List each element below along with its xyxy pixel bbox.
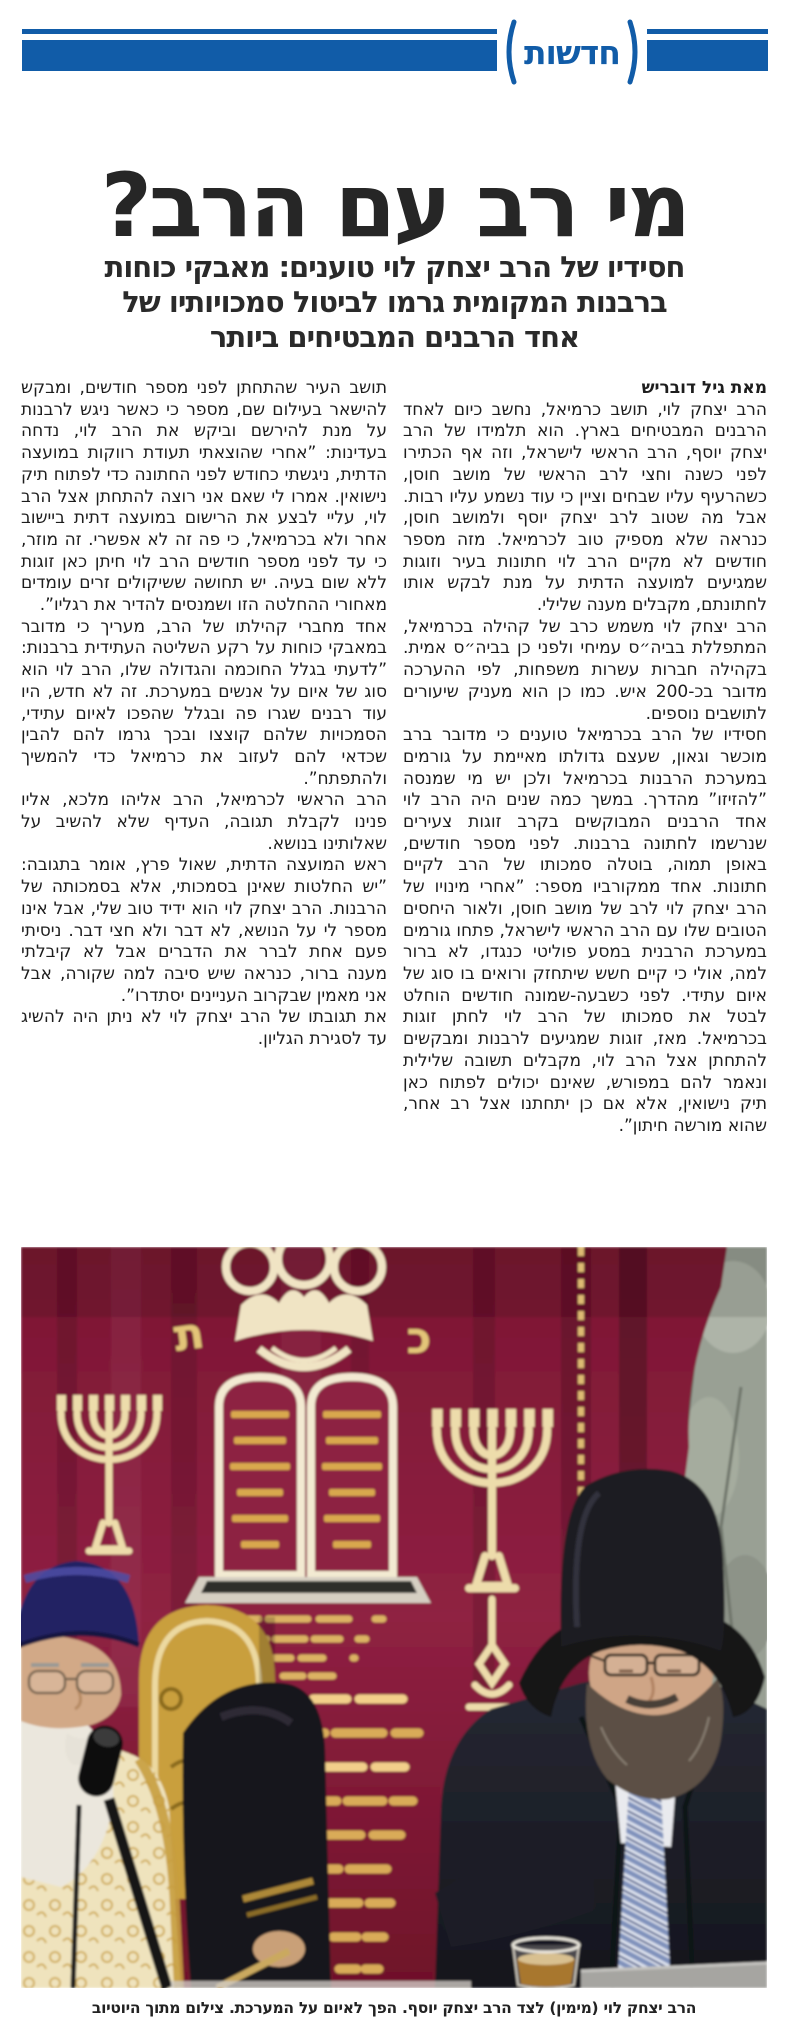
header-rule-thick bbox=[22, 40, 768, 71]
dark-sleeve-arm bbox=[183, 1682, 331, 1988]
page-title: מי רב עם הרב? bbox=[100, 153, 689, 257]
photo-caption: הרב יצחק לוי (מימין) לצד הרב יצחק יוסף. הפך לאיום על המערכת. צילום מתוך היוטיוב bbox=[91, 1999, 697, 2017]
header-rule-thin bbox=[22, 29, 768, 34]
tablets-pedestal bbox=[185, 1577, 431, 1603]
tea-glass bbox=[513, 1938, 579, 1988]
blue-turban-hat bbox=[21, 1561, 139, 1647]
paragraph: תושב העיר שהתחתן לפני מספר חודשים, ומבקש להישאר בעילום שם, מספר כי כאשר ניגש לרבנות על מנת להירשם וביקש את הרב לוי, נדחה בעדינות: ”אחרי שהוצאתי תעודת רווקות במועצה הדתית, ניגשתי כחודש לפני החתונה כדי לפתוח תיק נישואין. אמרו לי שאם אני רוצה להתחתן אצל הרב לוי, עליי לבצע את הרישום במועצה דתית ביישוב אחר ולא בכרמיאל, כי פה זה לא אפשרי. זה מוזר, כי עד לפני מספר חודשים הרב לוי חיתן כאן זוגות ללא שום בעיה. יש תחושה ששיקולים זרים עומדים מאחורי ההחלטה הזו ושמנסים להדיר את רגליו”. bbox=[21, 378, 387, 616]
paragraph: הרב יצחק לוי משמש כרב של קהילה בכרמיאל, המתפללת בביה״ס עמיחי ולפני כן בביה״ס אמית. בקהילה חברות עשרות משפחות, לפי ההערכה מדובר בכ-200 איש. כמו כן הוא מעניק שיעורים לתושבים נוספים. bbox=[403, 616, 767, 724]
paragraph: הרב יצחק לוי, תושב כרמיאל, נחשב כיום לאחד הרבנים המבטיחים בארץ. הוא תלמידו של הרב יצחק יוסף, הרב הראשי לישראל, וזה אף הכתירו לפני כשנה וחצי לרב הראשי של מושב חוסן, כשהרעיף עליו שבחים וציין כי עוד נשמע עליו רבות. אבל מה שטוב לרב יצחק יוסף ולמושב חוסן, כנראה שלא מספיק טוב לכרמיאל. מזה מספר חודשים לא מקיים הרב לוי חתונות בעיר וזוגות שמגיעים למועצה הדתית על מנת לבקש אותו לחתונתם, מקבלים מענה שלילי. bbox=[403, 399, 767, 616]
paragraph: ראש המועצה הדתית, שאול פרץ, אומר בתגובה: ”יש החלטות שאינן בסמכותי, אלא בסמכותה של הרבנות. הרב יצחק לוי הוא ידיד טוב שלי, אבל אינו מספר לי על הנושא, לא דבר ולא חצי דבר. ניסיתי פעם אחת לברר את הדברים אבל לא קיבלתי מענה ברור, כנראה שיש סיבה למה שקורה, אבל אני מאמין שבקרוב העניינים יסתדרו”. bbox=[21, 855, 387, 1006]
paragraph: את תגובתו של הרב יצחק לוי לא ניתן היה להשיג עד לסגירת הגליון. bbox=[21, 1007, 387, 1050]
article-column-right bbox=[403, 378, 767, 1240]
subheadline-line: אחד הרבנים המבטיחים ביותר bbox=[209, 320, 580, 355]
paragraph: חסידיו של הרב בכרמיאל טוענים כי מדובר ברב מוכשר וגאון, שעצם גדולתו מאיימת על גורמים במערכת הרבנות בכרמיאל ולכן יש מי שמנסה ”להזיזו” מהדרך. במשך כמה שנים היה הרב לוי אחד הרבנים המבוקשים בקרב זוגות צעירים שנרשמו לחתונה ברבנות. לפני מספר חודשים, באופן תמוה, בוטלה סמכותו של הרב לקיים חתונות. אחד ממקורביו מספר: ”אחרי מינויו של הרב יצחק לוי לרב של מושב חוסן, ולאור היחסים הטובים שלו עם הרב הראשי לישראל, פתחו גורמים במערכת הרבנית במסע פוליטי כנגדו, לא ברור למה, אולי כי קיים חשש שיתחזק ורואים בו סוג של איום עתידי. לפני כשבעה-שמונה חודשים הוחלט לבטל את סמכותו של הרב לוי לחתן זוגות בכרמיאל. מאז, זוגות שמגיעים לרבנות ומבקשים להתחתן אצל הרב לוי, מקבלים תשובה שלילית ונאמר להם במפורש, שאינם יכולים לפתוח כאן תיק נישואין, אלא אם כן יתחתנו אצל רב אחר, שהוא מורשה חיתון”. bbox=[403, 725, 767, 1136]
subheadline-line: ברבנות המקומית גרמו לביטול סמכויותיו של bbox=[122, 285, 667, 320]
capsule-paren-right-icon bbox=[626, 19, 642, 85]
subheadline-line: חסידיו של הרב יצחק לוי טוענים: מאבקי כוחות bbox=[104, 250, 685, 285]
byline: מאת גיל דובריש bbox=[641, 378, 767, 398]
svg-text:כ: כ bbox=[406, 1313, 432, 1364]
subheadline bbox=[0, 250, 789, 355]
paragraph: אחד מחברי קהילתו של הרב, מעריך כי מדובר במאבקי כוחות על רקע השליטה העתידית ברבנות: ”לדעתי בגלל החוכמה והגדולה שלו, הרב לוי הוא סוג של איום על אנשים במערכת. זה לא חדש, היו עוד רבנים שגרו פה ובגלל שהפכו לאיום עתידי, הסמכויות שלהם קוצצו ובכך גרמו להם להבין שכדאי להם לעזוב את כרמיאל כדי להמשיך ולהתפתח”. bbox=[21, 616, 387, 789]
article-column-left bbox=[21, 378, 387, 1240]
section-label: חדשות bbox=[524, 32, 620, 72]
section-capsule bbox=[497, 15, 647, 89]
paragraph: הרב הראשי לכרמיאל, הרב אליהו מלכא, אליו פנינו לקבלת תגובה, העדיף שלא להשיב על שאלותינו בנושא. bbox=[21, 790, 387, 854]
svg-text:ת: ת bbox=[170, 1307, 208, 1362]
article-body bbox=[21, 378, 767, 1240]
synagogue-photo-illustration bbox=[21, 1247, 767, 1988]
article-photo bbox=[21, 1247, 767, 2017]
capsule-paren-left-icon bbox=[502, 19, 518, 85]
